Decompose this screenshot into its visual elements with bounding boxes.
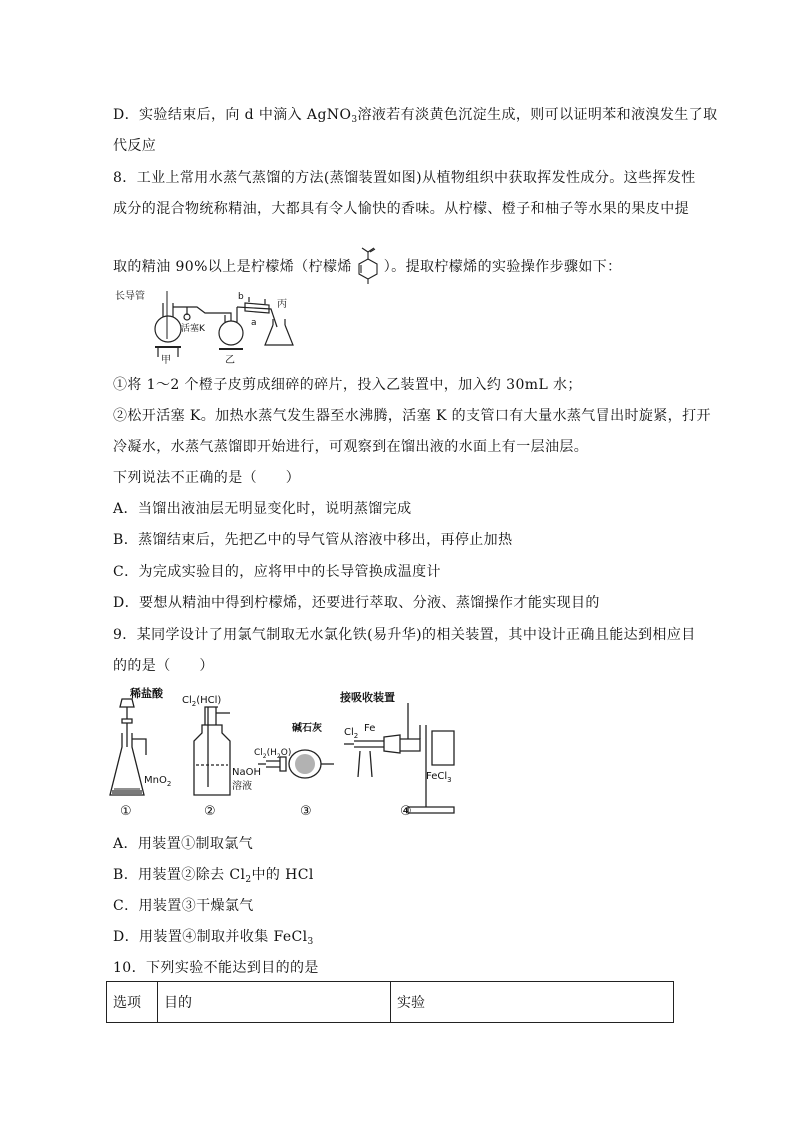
q10-title: 10．下列实验不能达到目的的是: [113, 960, 319, 976]
q10-table: [106, 981, 674, 1023]
q9-stem-line1: 9．某同学设计了用氯气制取无水氯化铁(易升华)的相关装置，其中设计正确且能达到相应目: [113, 627, 696, 643]
steam-distillation-apparatus: [113, 285, 303, 365]
label-cl2-h2o: $Cl_2(H_2O)$: [254, 748, 292, 760]
table-header-purpose: 目的: [158, 982, 391, 1023]
limonene-structure-icon: [352, 245, 384, 285]
q7-option-d-line1: D．实验结束后，向 d 中滴入 AgNO$_3$溶液若有淡黄色沉淀生成，则可以证明苯和液溴发生了取: [113, 107, 718, 125]
label-b: b: [238, 292, 244, 302]
q9-option-c: C．用装置③干燥氯气: [113, 898, 254, 914]
q8-stem-line2: 成分的混合物统称精油，大都具有令人愉快的香味。从柠檬、橙子和柚子等水果的果皮中提: [113, 201, 689, 217]
label-absorber: 接吸收装置: [340, 691, 395, 704]
label-bing: 丙: [277, 299, 287, 310]
label-stopcock: 活塞K: [181, 324, 205, 334]
label-apparatus-3: ③: [300, 804, 312, 819]
q8-option-c: C．为完成实验目的，应将甲中的长导管换成温度计: [113, 564, 441, 580]
label-jia: 甲: [161, 355, 171, 365]
q7-option-d-line2: 代反应: [113, 138, 157, 154]
label-mno2: MnO$_2$: [144, 775, 172, 788]
label-fecl3: FeCl$_3$: [426, 771, 452, 784]
q8-step2-line1: ②松开活塞 K。加热水蒸气发生器至水沸腾，活塞 K 的支管口有大量水蒸气冒出时旋紧，打开: [113, 408, 711, 424]
label-solution: 溶液: [232, 781, 252, 792]
label-dilute-hcl: 稀盐酸: [130, 687, 163, 700]
q8-stem-line3: 取的精油 90%以上是柠檬烯（柠檬烯 ）。提取柠檬烯的实验操作步骤如下：: [113, 245, 622, 285]
q8-step1: ①将 1～2 个橙子皮剪成细碎的碎片，投入乙装置中，加入约 30mL 水；: [113, 377, 582, 393]
q8-step2-line2: 冷凝水，水蒸气蒸馏即开始进行，可观察到在馏出液的水面上有一层油层。: [113, 439, 589, 455]
label-soda-lime: 碱石灰: [292, 723, 322, 734]
label-apparatus-2: ②: [204, 804, 216, 819]
label-a: a: [251, 318, 257, 328]
label-apparatus-1: ①: [120, 804, 132, 819]
table-header-option: 选项: [107, 982, 158, 1023]
label-long-tube: 长导管: [115, 291, 145, 302]
q8-option-a: A．当馏出液油层无明显变化时，说明蒸馏完成: [113, 501, 412, 517]
flask-jia-bulb: [155, 316, 181, 342]
q9-option-b: B．用装置②除去 $Cl_2$中的 HCl: [113, 867, 314, 885]
flask-yi-bulb: [219, 321, 243, 345]
label-yi: 乙: [225, 355, 235, 365]
q8-option-d: D．要想从精油中得到柠檬烯，还要进行萃取、分液、蒸馏操作才能实现目的: [113, 595, 600, 611]
label-fe: Fe: [364, 723, 376, 734]
label-naoh: NaOH: [232, 767, 261, 778]
chlorine-fecl3-apparatus: [108, 685, 464, 820]
q8-question: 下列说法不正确的是（ ）: [113, 470, 301, 486]
table-header-row: [107, 982, 674, 1023]
q9-stem-line2: 的的是（ ）: [113, 658, 214, 674]
label-cl2: $Cl_2$: [344, 727, 359, 740]
q9-option-d: D．用装置④制取并收集 FeCl$_3$: [113, 929, 314, 947]
q8-stem-line1: 8．工业上常用水蒸气蒸馏的方法(蒸馏装置如图)从植物组织中获取挥发性成分。这些挥发性: [113, 170, 696, 186]
apparatus-2: [194, 707, 230, 795]
label-apparatus-4: ④: [400, 804, 412, 819]
apparatus-1: [110, 699, 146, 795]
apparatus-4: [344, 703, 454, 813]
table-header-experiment: 实验: [391, 982, 674, 1023]
label-cl2-hcl: $Cl_2(HCl)$: [182, 695, 222, 708]
q9-option-a: A．用装置①制取氯气: [113, 836, 254, 852]
q8-option-b: B．蒸馏结束后，先把乙中的导气管从溶液中移出，再停止加热: [113, 532, 513, 548]
